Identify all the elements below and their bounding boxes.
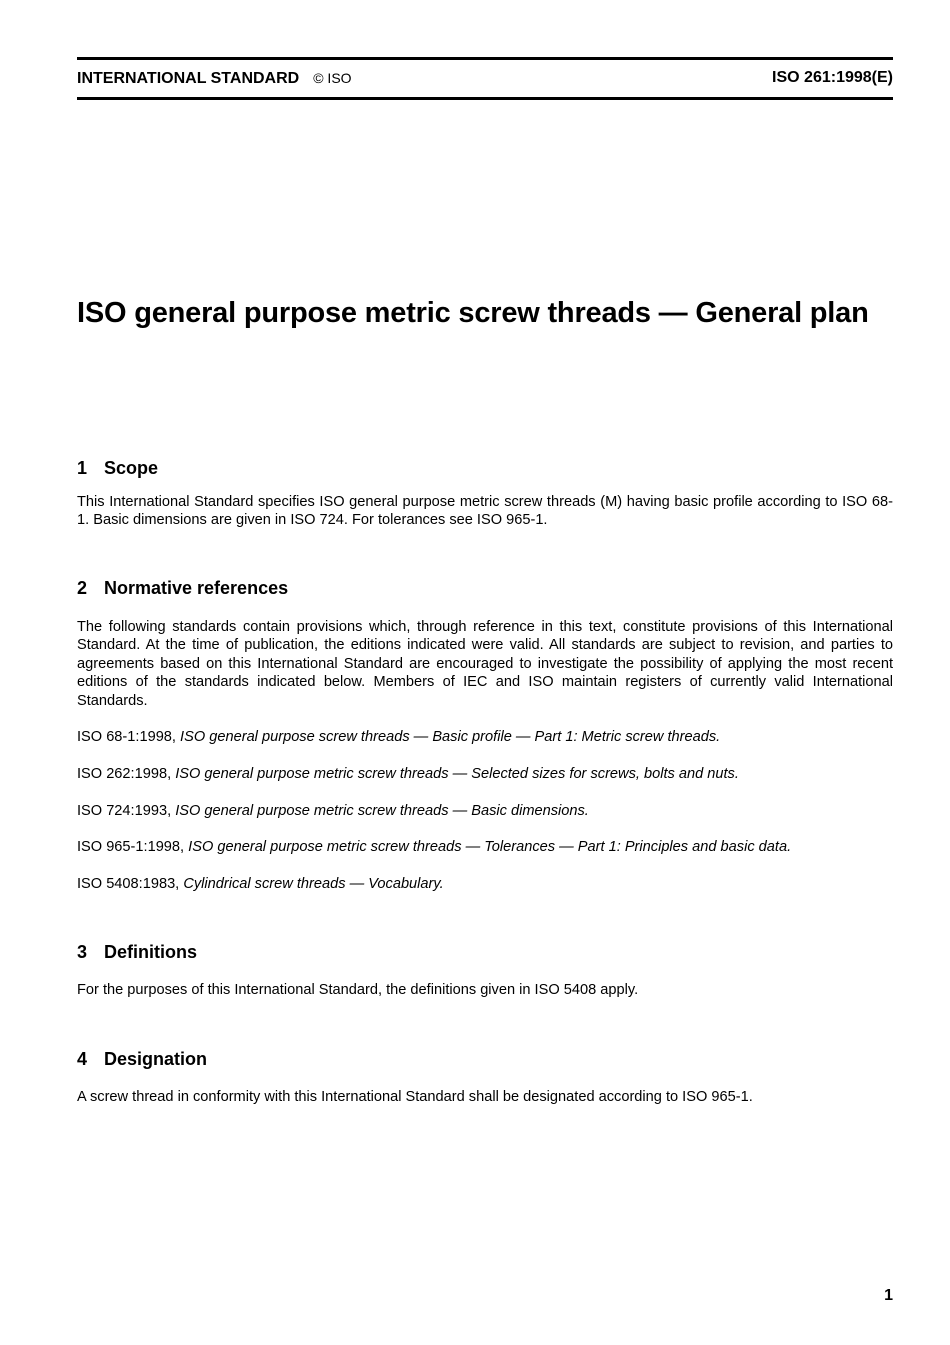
scope-paragraph: This International Standard specifies ISO general purpose metric screw threads (M) having basic profile according to ISO 68-1. Basic dimensions are given in ISO 724. For tolerances see ISO 965-1. [77,494,893,529]
reference-item [77,765,893,783]
standard-label: INTERNATIONAL STANDARD [77,70,300,87]
section-title: Definitions [104,942,197,962]
header-top-rule [77,57,893,60]
reference-code: ISO 262:1998, [77,766,172,782]
reference-item [77,728,893,746]
designation-paragraph: A screw thread in conformity with this International Standard shall be designated according to ISO 965-1. [77,1089,753,1105]
reference-title: ISO general purpose metric screw threads — Tolerances — Part 1: Principles and basic data. [188,839,792,855]
document-number: ISO 261:1998(E) [772,69,893,86]
normative-intro-paragraph: The following standards contain provisions which, through reference in this text, constitute provisions of this International Standard. At the time of publication, the editions indicated were valid. All standards are subject to revision, and parties to agreements based on this International Standard are encouraged to investigate the possibility of applying the most recent editions of the standards indicated below. Members of IEC and ISO maintain registers of currently valid International Standards. [77,619,893,709]
reference-item [77,838,893,856]
reference-title: Cylindrical screw threads — Vocabulary. [183,876,444,892]
page-number: 1 [884,1287,893,1304]
document-page [77,0,893,1345]
reference-item [77,802,893,820]
reference-title: ISO general purpose metric screw threads — Basic dimensions. [175,803,589,819]
reference-title: ISO general purpose metric screw threads — Selected sizes for screws, bolts and nuts. [175,766,739,782]
reference-item [77,875,893,893]
reference-code: ISO 724:1993, [77,803,172,819]
definitions-paragraph: For the purposes of this International Standard, the definitions given in ISO 5408 apply. [77,982,639,998]
reference-code: ISO 965-1:1998, [77,839,185,855]
header-bottom-rule [77,97,893,100]
reference-code: ISO 5408:1983, [77,876,180,892]
section-number: 4 [77,1049,88,1069]
section-number: 2 [77,578,88,598]
section-title: Designation [104,1049,208,1069]
section-heading-definitions [77,941,197,963]
section-heading-scope [77,457,158,479]
section-heading-designation [77,1048,207,1070]
reference-title: ISO general purpose screw threads — Basic profile — Part 1: Metric screw threads. [180,729,721,745]
document-title: ISO general purpose metric screw threads — General plan [77,297,869,329]
section-number: 3 [77,942,88,962]
page-header [77,68,893,88]
reference-code: ISO 68-1:1998, [77,729,176,745]
section-title: Scope [104,458,159,478]
copyright-notice: © ISO [313,70,352,86]
section-title: Normative references [104,578,289,598]
section-number: 1 [77,458,88,478]
section-heading-normative-references [77,577,288,599]
